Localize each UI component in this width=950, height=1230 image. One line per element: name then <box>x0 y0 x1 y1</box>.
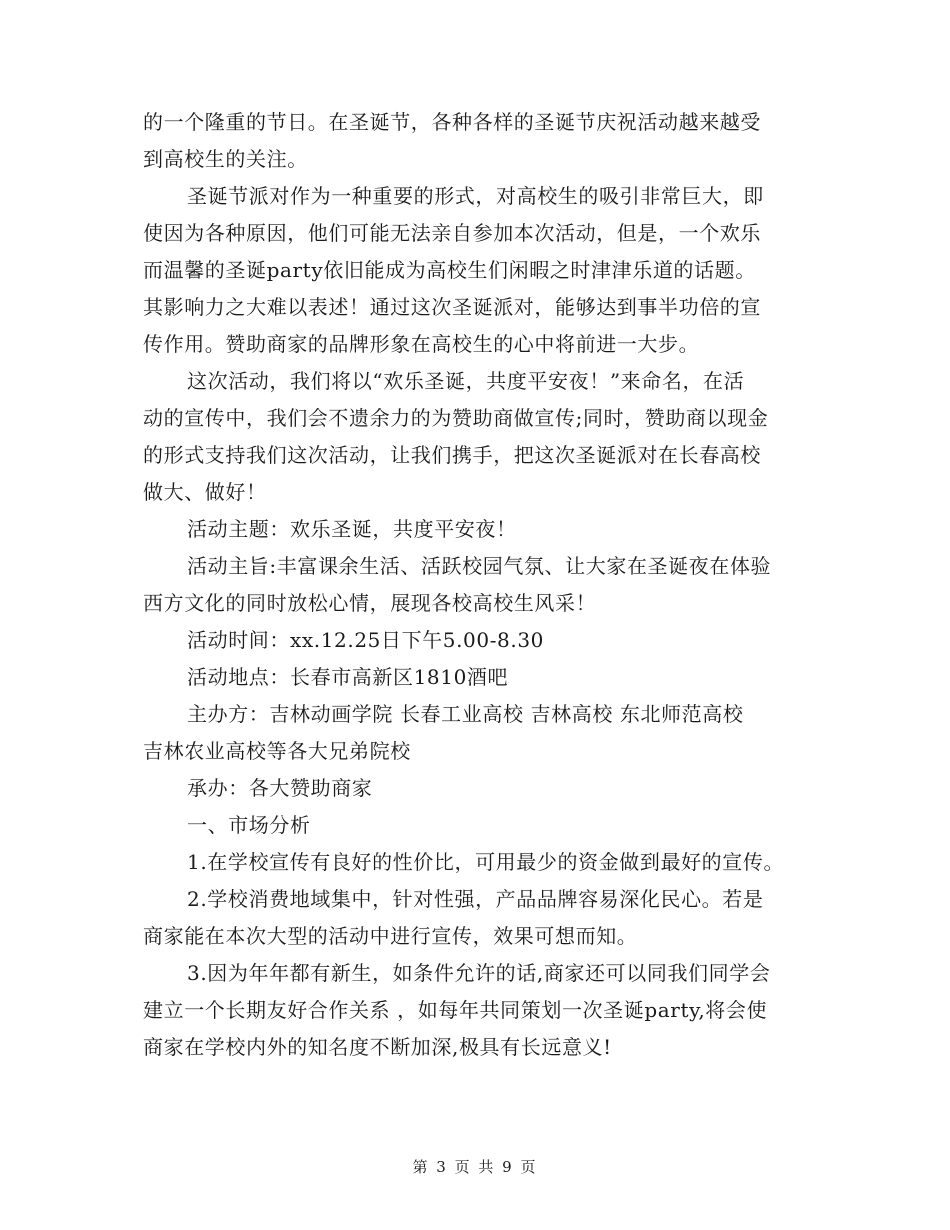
text-line: 活动主旨:丰富课余生活、活跃校园气氛、让大家在圣诞夜在体验 <box>187 554 772 578</box>
text-line: 做大、做好！ <box>143 480 267 504</box>
text-line: 商家能在本次大型的活动中进行宣传，效果可想而知。 <box>143 924 638 948</box>
text-line: 活动主题：欢乐圣诞，共度平安夜！ <box>187 517 517 541</box>
text-line: 动的宣传中，我们会不遗余力的为赞助商做宣传;同时，赞助商以现金 <box>143 406 769 430</box>
text-line: 的形式支持我们这次活动，让我们携手，把这次圣诞派对在长春高校 <box>143 443 761 467</box>
text-line: 活动地点：长春市高新区1810酒吧 <box>187 665 509 689</box>
text-line: 圣诞节派对作为一种重要的形式，对高校生的吸引非常巨大，即 <box>187 184 764 208</box>
text-line: 2.学校消费地域集中，针对性强，产品品牌容易深化民心。若是 <box>187 887 764 911</box>
text-line: 商家在学校内外的知名度不断加深,极具有长远意义! <box>143 1035 612 1059</box>
text-line: 建立一个长期友好合作关系 ，如每年共同策划一次圣诞party,将会使 <box>143 998 768 1022</box>
text-line: 3.因为年年都有新生，如条件允许的话,商家还可以同我们同学会 <box>187 961 771 985</box>
text-line: 吉林农业高校等各大兄弟院校 <box>143 739 411 763</box>
text-line: 1.在学校宣传有良好的性价比，可用最少的资金做到最好的宣传。 <box>187 850 785 874</box>
text-line: 承办：各大赞助商家 <box>187 776 373 800</box>
text-line: 这次活动，我们将以“欢乐圣诞，共度平安夜！”来命名，在活 <box>187 369 745 393</box>
text-line: 活动时间：xx.12.25日下午5.00-8.30 <box>187 628 544 652</box>
text-line: 主办方：吉林动画学院 长春工业高校 吉林高校 东北师范高校 <box>187 702 744 726</box>
text-line: 西方文化的同时放松心情，展现各校高校生风采！ <box>143 591 597 615</box>
document-body <box>143 104 813 1066</box>
text-line: 而温馨的圣诞party依旧能成为高校生们闲暇之时津津乐道的话题。 <box>143 258 756 282</box>
page-number: 第 3 页 共 9 页 <box>412 1158 538 1176</box>
text-line: 传作用。赞助商家的品牌形象在高校生的心中将前进一大步。 <box>143 332 700 356</box>
text-line: 的一个隆重的节日。在圣诞节，各种各样的圣诞节庆祝活动越来越受 <box>143 110 761 134</box>
text-line: 使因为各种原因，他们可能无法亲自参加本次活动，但是，一个欢乐 <box>143 221 761 245</box>
text-line: 到高校生的关注。 <box>143 147 308 171</box>
text-line: 一、市场分析 <box>187 813 311 837</box>
text-line: 其影响力之大难以表述！通过这次圣诞派对，能够达到事半功倍的宣 <box>143 295 761 319</box>
